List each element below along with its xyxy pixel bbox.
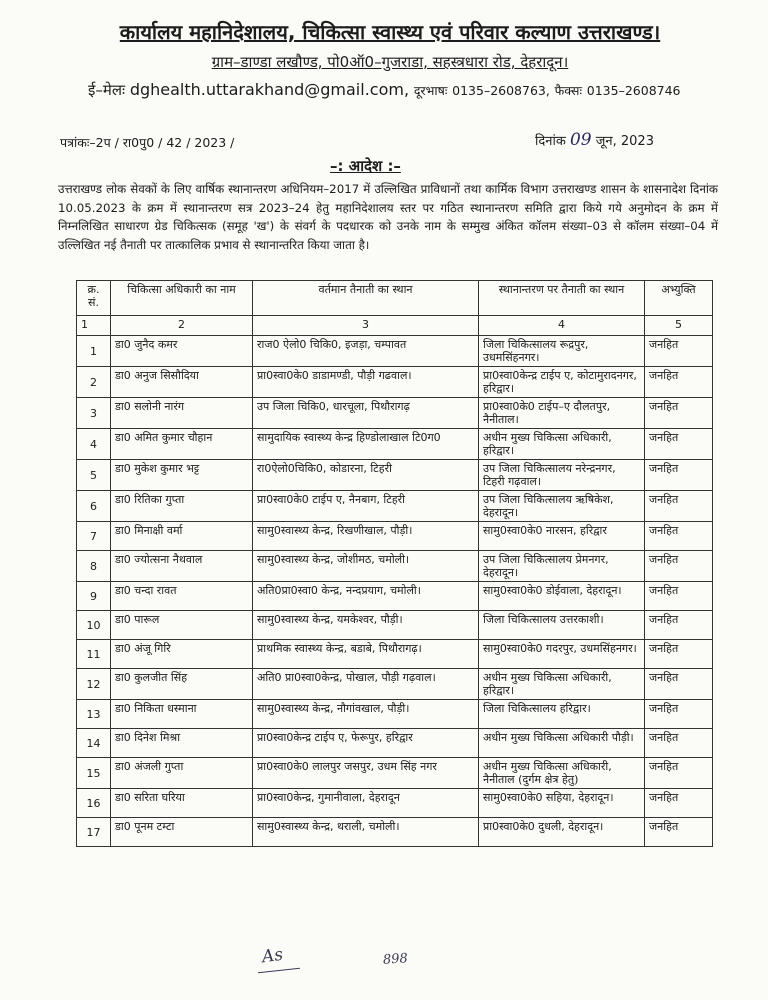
officer-name-cell: डा0 चन्दा रावत (111, 582, 253, 611)
current-posting-cell: उप जिला चिकि0, धारचूला, पिथौरागढ़ (253, 398, 479, 429)
contact-line (88, 80, 708, 100)
current-posting-cell: अति0 प्रा0स्वा0केन्द्र, पोखाल, पौड़ी गढ़वाल। (253, 669, 479, 700)
new-posting-cell: जिला चिकित्सालय उत्तरकाशी। (479, 611, 645, 640)
serial-cell: 2 (77, 367, 111, 398)
table-row (77, 818, 713, 847)
serial-cell: 14 (77, 729, 111, 758)
current-posting-cell: सामु0स्वास्थ्य केन्द्र, जोशीमठ, चमोली। (253, 551, 479, 582)
new-posting-cell: अधीन मुख्य चिकित्सा अधिकारी पौड़ी। (479, 729, 645, 758)
current-posting-cell: प्राथमिक स्वास्थ्य केन्द्र, बडाबे, पिथौरागढ़। (253, 640, 479, 669)
new-posting-cell: जिला चिकित्सालय हरिद्वार। (479, 700, 645, 729)
officer-name-cell: डा0 पूनम टम्टा (111, 818, 253, 847)
new-posting-cell: उप जिला चिकित्सालय प्रेमनगर, देहरादून। (479, 551, 645, 582)
date-label: दिनांक (535, 134, 566, 149)
remarks-cell: जनहित (645, 758, 713, 789)
column-number: 1 (77, 316, 111, 336)
remarks-cell: जनहित (645, 640, 713, 669)
officer-name-cell: डा0 अंजली गुप्ता (111, 758, 253, 789)
officer-name-cell: डा0 मिनाक्षी वर्मा (111, 522, 253, 551)
officer-name-cell: डा0 ज्योत्सना नैथवाल (111, 551, 253, 582)
current-posting-cell: प्रा0स्वा0केन्द्र टाईप ए, फेरूपुर, हरिद्वार (253, 729, 479, 758)
officer-name-cell: डा0 रितिका गुप्ता (111, 491, 253, 522)
new-posting-cell: सामु0स्वा0के0 डोईवाला, देहरादून। (479, 582, 645, 611)
handwritten-note: 898 (382, 951, 409, 968)
remarks-cell: जनहित (645, 818, 713, 847)
officer-name-cell: डा0 मुकेश कुमार भट्ट (111, 460, 253, 491)
current-posting-cell: प्रा0स्वा0के0 डाडामण्डी, पौड़ी गढवाल। (253, 367, 479, 398)
current-posting-cell: सामु0स्वास्थ्य केन्द्र, यमकेश्वर, पौड़ी। (253, 611, 479, 640)
email-label: ई–मेलः (88, 81, 126, 99)
officer-name-cell: डा0 सलोनी नारंग (111, 398, 253, 429)
header-remarks: अभ्युक्ति (645, 281, 713, 316)
serial-cell: 10 (77, 611, 111, 640)
officer-name-cell: डा0 अनुज सिसौदिया (111, 367, 253, 398)
new-posting-cell: प्रा0स्वा0के0 टाईप–ए दौलतपुर, नैनीताल। (479, 398, 645, 429)
column-number: 4 (479, 316, 645, 336)
phone-number: 0135–2608763, (452, 83, 550, 98)
current-posting-cell: सामु0स्वास्थ्य केन्द्र, थराली, चमोली। (253, 818, 479, 847)
column-number: 2 (111, 316, 253, 336)
signature-stroke (258, 968, 300, 973)
table-row (77, 398, 713, 429)
new-posting-cell: उप जिला चिकित्सालय ऋषिकेश, देहरादून। (479, 491, 645, 522)
officer-name-cell: डा0 निकिता धस्माना (111, 700, 253, 729)
new-posting-cell: जिला चिकित्सालय रूद्रपुर, उधमसिंहनगर। (479, 336, 645, 367)
order-heading: –: आदेश :– (330, 157, 401, 175)
serial-cell: 3 (77, 398, 111, 429)
column-number: 5 (645, 316, 713, 336)
serial-cell: 16 (77, 789, 111, 818)
office-address: ग्राम–डाण्डा लखौण्ड, पो0ऑ0–गुजराडा, सहस्त्रधारा रोड, देहरादून। (211, 53, 569, 71)
officer-name-cell: डा0 अमित कुमार चौहान (111, 429, 253, 460)
current-posting-cell: सामु0स्वास्थ्य केन्द्र, रिखणीखाल, पौड़ी। (253, 522, 479, 551)
new-posting-cell: प्रा0स्वा0केन्द्र टाईप ए, कोटामुरादनगर, हरिद्वार। (479, 367, 645, 398)
current-posting-cell: अति0प्रा0स्वा0 केन्द्र, नन्दप्रयाग, चमोली। (253, 582, 479, 611)
new-posting-cell: सामु0स्वा0के0 सहिया, देहरादून। (479, 789, 645, 818)
table-row (77, 789, 713, 818)
column-number-row (77, 316, 713, 336)
officer-name-cell: डा0 जुनैद कमर (111, 336, 253, 367)
letter-date (535, 130, 654, 150)
fax-label: फैक्सः (554, 83, 582, 98)
email-address: dghealth.uttarakhand@gmail.com, (129, 80, 410, 99)
remarks-cell: जनहित (645, 611, 713, 640)
officer-name-cell: डा0 अंजू गिरि (111, 640, 253, 669)
new-posting-cell: सामु0स्वा0के0 नारसन, हरिद्वार (479, 522, 645, 551)
serial-cell: 5 (77, 460, 111, 491)
fax-number: 0135–2608746 (586, 83, 681, 98)
table-row (77, 669, 713, 700)
order-paragraph: उत्तराखण्ड लोक सेवकों के लिए वार्षिक स्थानान्तरण अधिनियम–2017 में उल्लिखित प्राविधानों तथा कार्मिक विभाग उत्तराखण्ड शासन के शासनादेश दिनांक 10.05.2023 के क्रम में स्थानान्तरण सत्र 2023–24 हेतु महानिदेशालय स्तर पर गठित स्थानान्तरण समिति द्वारा किये गये अनुमोदन के क्रम में निम्नलिखित साधारण ग्रेड चिकित्सक (समूह 'ख') के संवर्ग के पदधारक को उनके नाम के सम्मुख अंकित कॉलम संख्या–03 से कॉलम संख्या–04 में उल्लिखित नई तैनाती पर तात्कालिक प्रभाव से स्थानान्तरित किया जाता है। (58, 182, 718, 252)
current-posting-cell: राज0 ऐलो0 चिकि0, इजड़ा, चम्पावत (253, 336, 479, 367)
officer-name-cell: डा0 सरिता घरिया (111, 789, 253, 818)
current-posting-cell: रा0ऐलो0चिकि0, कोडारना, टिहरी (253, 460, 479, 491)
remarks-cell: जनहित (645, 460, 713, 491)
serial-cell: 9 (77, 582, 111, 611)
table-row (77, 551, 713, 582)
remarks-cell: जनहित (645, 582, 713, 611)
remarks-cell: जनहित (645, 669, 713, 700)
remarks-cell: जनहित (645, 522, 713, 551)
column-number: 3 (253, 316, 479, 336)
table-row (77, 336, 713, 367)
office-title: कार्यालय महानिदेशालय, चिकित्सा स्वास्थ्य एवं परिवार कल्याण उत्तराखण्ड। (119, 20, 661, 44)
header-current-posting: वर्तमान तैनाती का स्थान (253, 281, 479, 316)
table-row (77, 491, 713, 522)
table-row (77, 522, 713, 551)
new-posting-cell: अधीन मुख्य चिकित्सा अधिकारी, हरिद्वार। (479, 669, 645, 700)
header-serial: क्र. सं. (77, 281, 111, 316)
table-row (77, 367, 713, 398)
serial-cell: 11 (77, 640, 111, 669)
serial-cell: 17 (77, 818, 111, 847)
remarks-cell: जनहित (645, 336, 713, 367)
serial-cell: 7 (77, 522, 111, 551)
remarks-cell: जनहित (645, 398, 713, 429)
remarks-cell: जनहित (645, 491, 713, 522)
officer-name-cell: डा0 दिनेश मिश्रा (111, 729, 253, 758)
remarks-cell: जनहित (645, 429, 713, 460)
remarks-cell: जनहित (645, 551, 713, 582)
current-posting-cell: प्रा0स्वा0के0 टाईप ए, नैनबाग, टिहरी (253, 491, 479, 522)
remarks-cell: जनहित (645, 367, 713, 398)
date-day: 09 (569, 130, 592, 150)
table-row (77, 700, 713, 729)
table-row (77, 729, 713, 758)
new-posting-cell: अधीन मुख्य चिकित्सा अधिकारी, हरिद्वार। (479, 429, 645, 460)
date-month-year: जून, 2023 (595, 134, 654, 149)
table-row (77, 640, 713, 669)
remarks-cell: जनहित (645, 700, 713, 729)
current-posting-cell: प्रा0स्वा0के0 लालपुर जसपुर, उधम सिंह नगर (253, 758, 479, 789)
new-posting-cell: अधीन मुख्य चिकित्सा अधिकारी, नैनीताल (दुर्गम क्षेत्र हेतु) (479, 758, 645, 789)
serial-cell: 1 (77, 336, 111, 367)
current-posting-cell: सामु0स्वास्थ्य केन्द्र, नौगांवखाल, पौड़ी। (253, 700, 479, 729)
table-header-row (77, 281, 713, 316)
table-row (77, 460, 713, 491)
officer-name-cell: डा0 कुलजीत सिंह (111, 669, 253, 700)
header-name: चिकित्सा अधिकारी का नाम (111, 281, 253, 316)
table-row (77, 429, 713, 460)
signature-initials: As (260, 944, 285, 968)
transfer-table (76, 280, 713, 847)
serial-cell: 8 (77, 551, 111, 582)
header-new-posting: स्थानान्तरण पर तैनाती का स्थान (479, 281, 645, 316)
current-posting-cell: सामुदायिक स्वास्थ्य केन्द्र हिण्डोलाखाल टि0ग0 (253, 429, 479, 460)
remarks-cell: जनहित (645, 729, 713, 758)
new-posting-cell: सामु0स्वा0के0 गदरपुर, उधमसिंहनगर। (479, 640, 645, 669)
remarks-cell: जनहित (645, 789, 713, 818)
table-row (77, 582, 713, 611)
serial-cell: 13 (77, 700, 111, 729)
serial-cell: 6 (77, 491, 111, 522)
new-posting-cell: प्रा0स्वा0के0 दुधली, देहरादून। (479, 818, 645, 847)
serial-cell: 12 (77, 669, 111, 700)
reference-number: पत्रांकः–2प / रा0पु0 / 42 / 2023 / (60, 135, 235, 150)
new-posting-cell: उप जिला चिकित्सालय नरेन्द्रनगर, टिहरी गढ़वाल। (479, 460, 645, 491)
serial-cell: 15 (77, 758, 111, 789)
current-posting-cell: प्रा0स्वा0केन्द्र, गुमानीवाला, देहरादून (253, 789, 479, 818)
phone-label: दूरभाषः (413, 83, 448, 98)
table-row (77, 611, 713, 640)
officer-name-cell: डा0 पारूल (111, 611, 253, 640)
serial-cell: 4 (77, 429, 111, 460)
table-row (77, 758, 713, 789)
